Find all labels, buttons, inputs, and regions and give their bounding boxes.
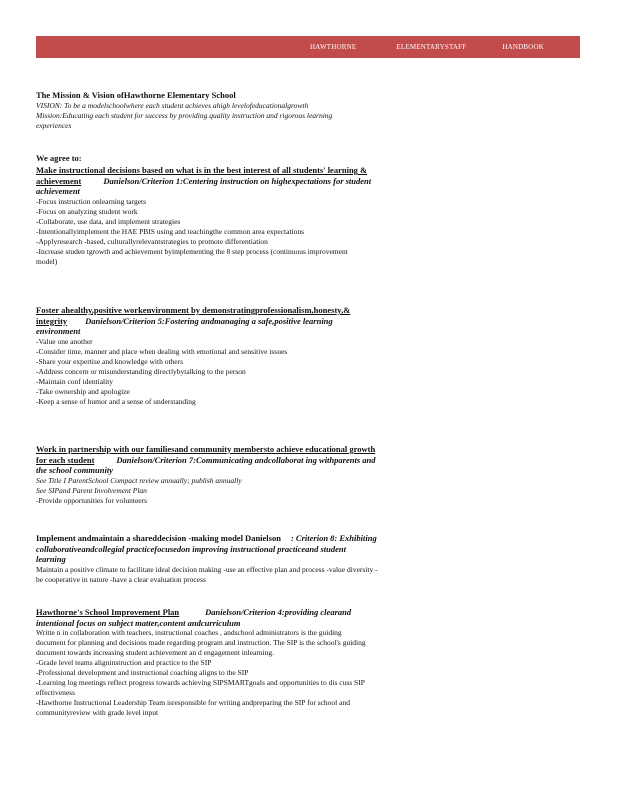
header-handbook: HANDBOOK — [502, 43, 544, 51]
section3-heading-2b: Danielson/Criterion 7:Communicating andcollaborat ing withparents and — [116, 454, 376, 465]
section3-heading-2a: for each student — [36, 454, 95, 465]
list-item: -Consider time, manner and place when dealing with emotional and sensitive issues — [36, 346, 288, 356]
list-item: -Share your expertise and knowledge with others — [36, 356, 184, 366]
section2-heading-3: environment — [36, 326, 81, 336]
list-item: -Applyresearch -based, culturallyrelevantstrategies to promote differentiation — [36, 236, 268, 246]
section1-heading-1: Make instructional decisions based on what is in the best interest of all students' learning & — [36, 165, 368, 175]
list-item: -Address concern or misunderstanding directlybytalking to the person — [36, 366, 246, 376]
list-item: See Title I ParentSchool Compact review annually; publish annually — [36, 475, 242, 485]
section1-heading-2b: Danielson/Criterion 1:Centering instruction on highexpectations for student — [103, 175, 372, 186]
section4-heading-3: learning — [36, 554, 66, 564]
list-item: -Intentionallyimplement the HAE PBIS using and teachingthe common area expectations — [36, 226, 305, 236]
list-item: -Collaborate, use data, and implement strategies — [36, 216, 181, 226]
list-item: -Value one another — [36, 336, 93, 346]
section3-heading-3: the school community — [36, 465, 113, 475]
section5-heading-2: intentional focus on subject matter,content andcurriculum — [36, 617, 241, 628]
section2-heading-2a: integrity — [36, 315, 68, 326]
list-item: Maintain a positive climate to facilitate ideal decision making -use an effective plan and process -value diversity - — [36, 564, 378, 574]
list-item: -Grade level teams aligninstruction and practice to the SIP — [36, 658, 212, 667]
list-item: model) — [36, 256, 58, 266]
header-banner — [36, 36, 580, 58]
list-item: Writte n in collaboration with teachers, instructional coaches , andschool administrators is the guiding — [36, 628, 342, 637]
mission-title: The Mission & Vision ofHawthorne Elementary School — [36, 90, 236, 100]
list-item: be cooperative in nature -have a clear evaluation process — [36, 574, 206, 584]
agree-heading: We agree to: — [36, 153, 82, 163]
list-item: See SIPand Parent Involvement Plan — [36, 485, 147, 495]
list-item: -Focus on analyzing student work — [36, 206, 138, 216]
section4-heading-2: collaborativeandcollegial practicefocusedon improving instructional practiceand student — [36, 543, 347, 554]
list-item: -Provide opportunities for volunteers — [36, 495, 148, 505]
section1-heading-2a: achievement — [36, 175, 82, 186]
section-improvement-plan — [36, 607, 582, 718]
mission-statement-1: Mission:Educating each student for success by providing quality instruction and rigorous learning — [36, 110, 333, 120]
section4-heading-1a: Implement andmaintain a shareddecision -making model Danielson — [36, 533, 281, 543]
section2-heading-2b: Danielson/Criterion 5:Fostering andmanaging a safe,positive learning — [85, 315, 333, 326]
section-positive-environment — [36, 305, 582, 407]
section2-heading-1: Foster ahealthy,positive workenvironment by demonstratingprofessionalism,honesty,& — [36, 305, 351, 315]
list-item: -Take ownership and apologize — [36, 386, 130, 396]
list-item: -Focus instruction onlearning targets — [36, 196, 147, 206]
mission-statement-2: experiences — [36, 120, 72, 130]
section3-heading-1: Work in partnership with our familiesand community membersto achieve educational growth — [36, 444, 376, 454]
header-staff: ELEMENTARYSTAFF — [396, 43, 467, 51]
section-instructional-decisions — [36, 165, 582, 267]
section4-heading-1b: : Criterion 8: Exhibiting — [290, 533, 377, 543]
list-item: communityreview with grade level input — [36, 708, 159, 717]
section1-heading-3: achievement — [36, 186, 80, 196]
list-item: document towards increasing student achievement an d engagement inlearning. — [36, 648, 275, 657]
section5-heading-1a: Hawthorne's School Improvement Plan — [36, 607, 180, 617]
section5-heading-1b: Danielson/Criterion 4:providing clearand — [205, 607, 352, 617]
list-item: -Maintain conf identiality — [36, 376, 114, 386]
mission-section — [36, 90, 582, 131]
section-shared-decision — [36, 533, 582, 585]
list-item: -Increase studen tgrowth and achievement byimplementing the 8 step process (continuous improvement — [36, 246, 348, 256]
list-item: -Keep a sense of humor and a sense of understanding — [36, 396, 196, 406]
vision-statement: VISION: To be a modelschoolwhere each student achieves ahigh levelofeducationalgrowth — [36, 100, 309, 110]
list-item: -Professional development and instructional coaching aligns to the SIP — [36, 668, 249, 677]
list-item: document for planning and decisions made regarding program and instruction. The SIP is the school's guiding — [36, 638, 366, 647]
list-item: -Hawthorne Instructional Leadership Team isresponsible for writing andpreparing the SIP for school and — [36, 698, 350, 707]
section-family-partnership — [36, 444, 582, 506]
list-item: effectiveness — [36, 688, 76, 697]
header-school: HAWTHORNE — [310, 43, 357, 51]
list-item: -Learning log meetings reflect progress towards achieving SIPSMARTgoals and opportunities to dis cuss SIP — [36, 678, 365, 687]
